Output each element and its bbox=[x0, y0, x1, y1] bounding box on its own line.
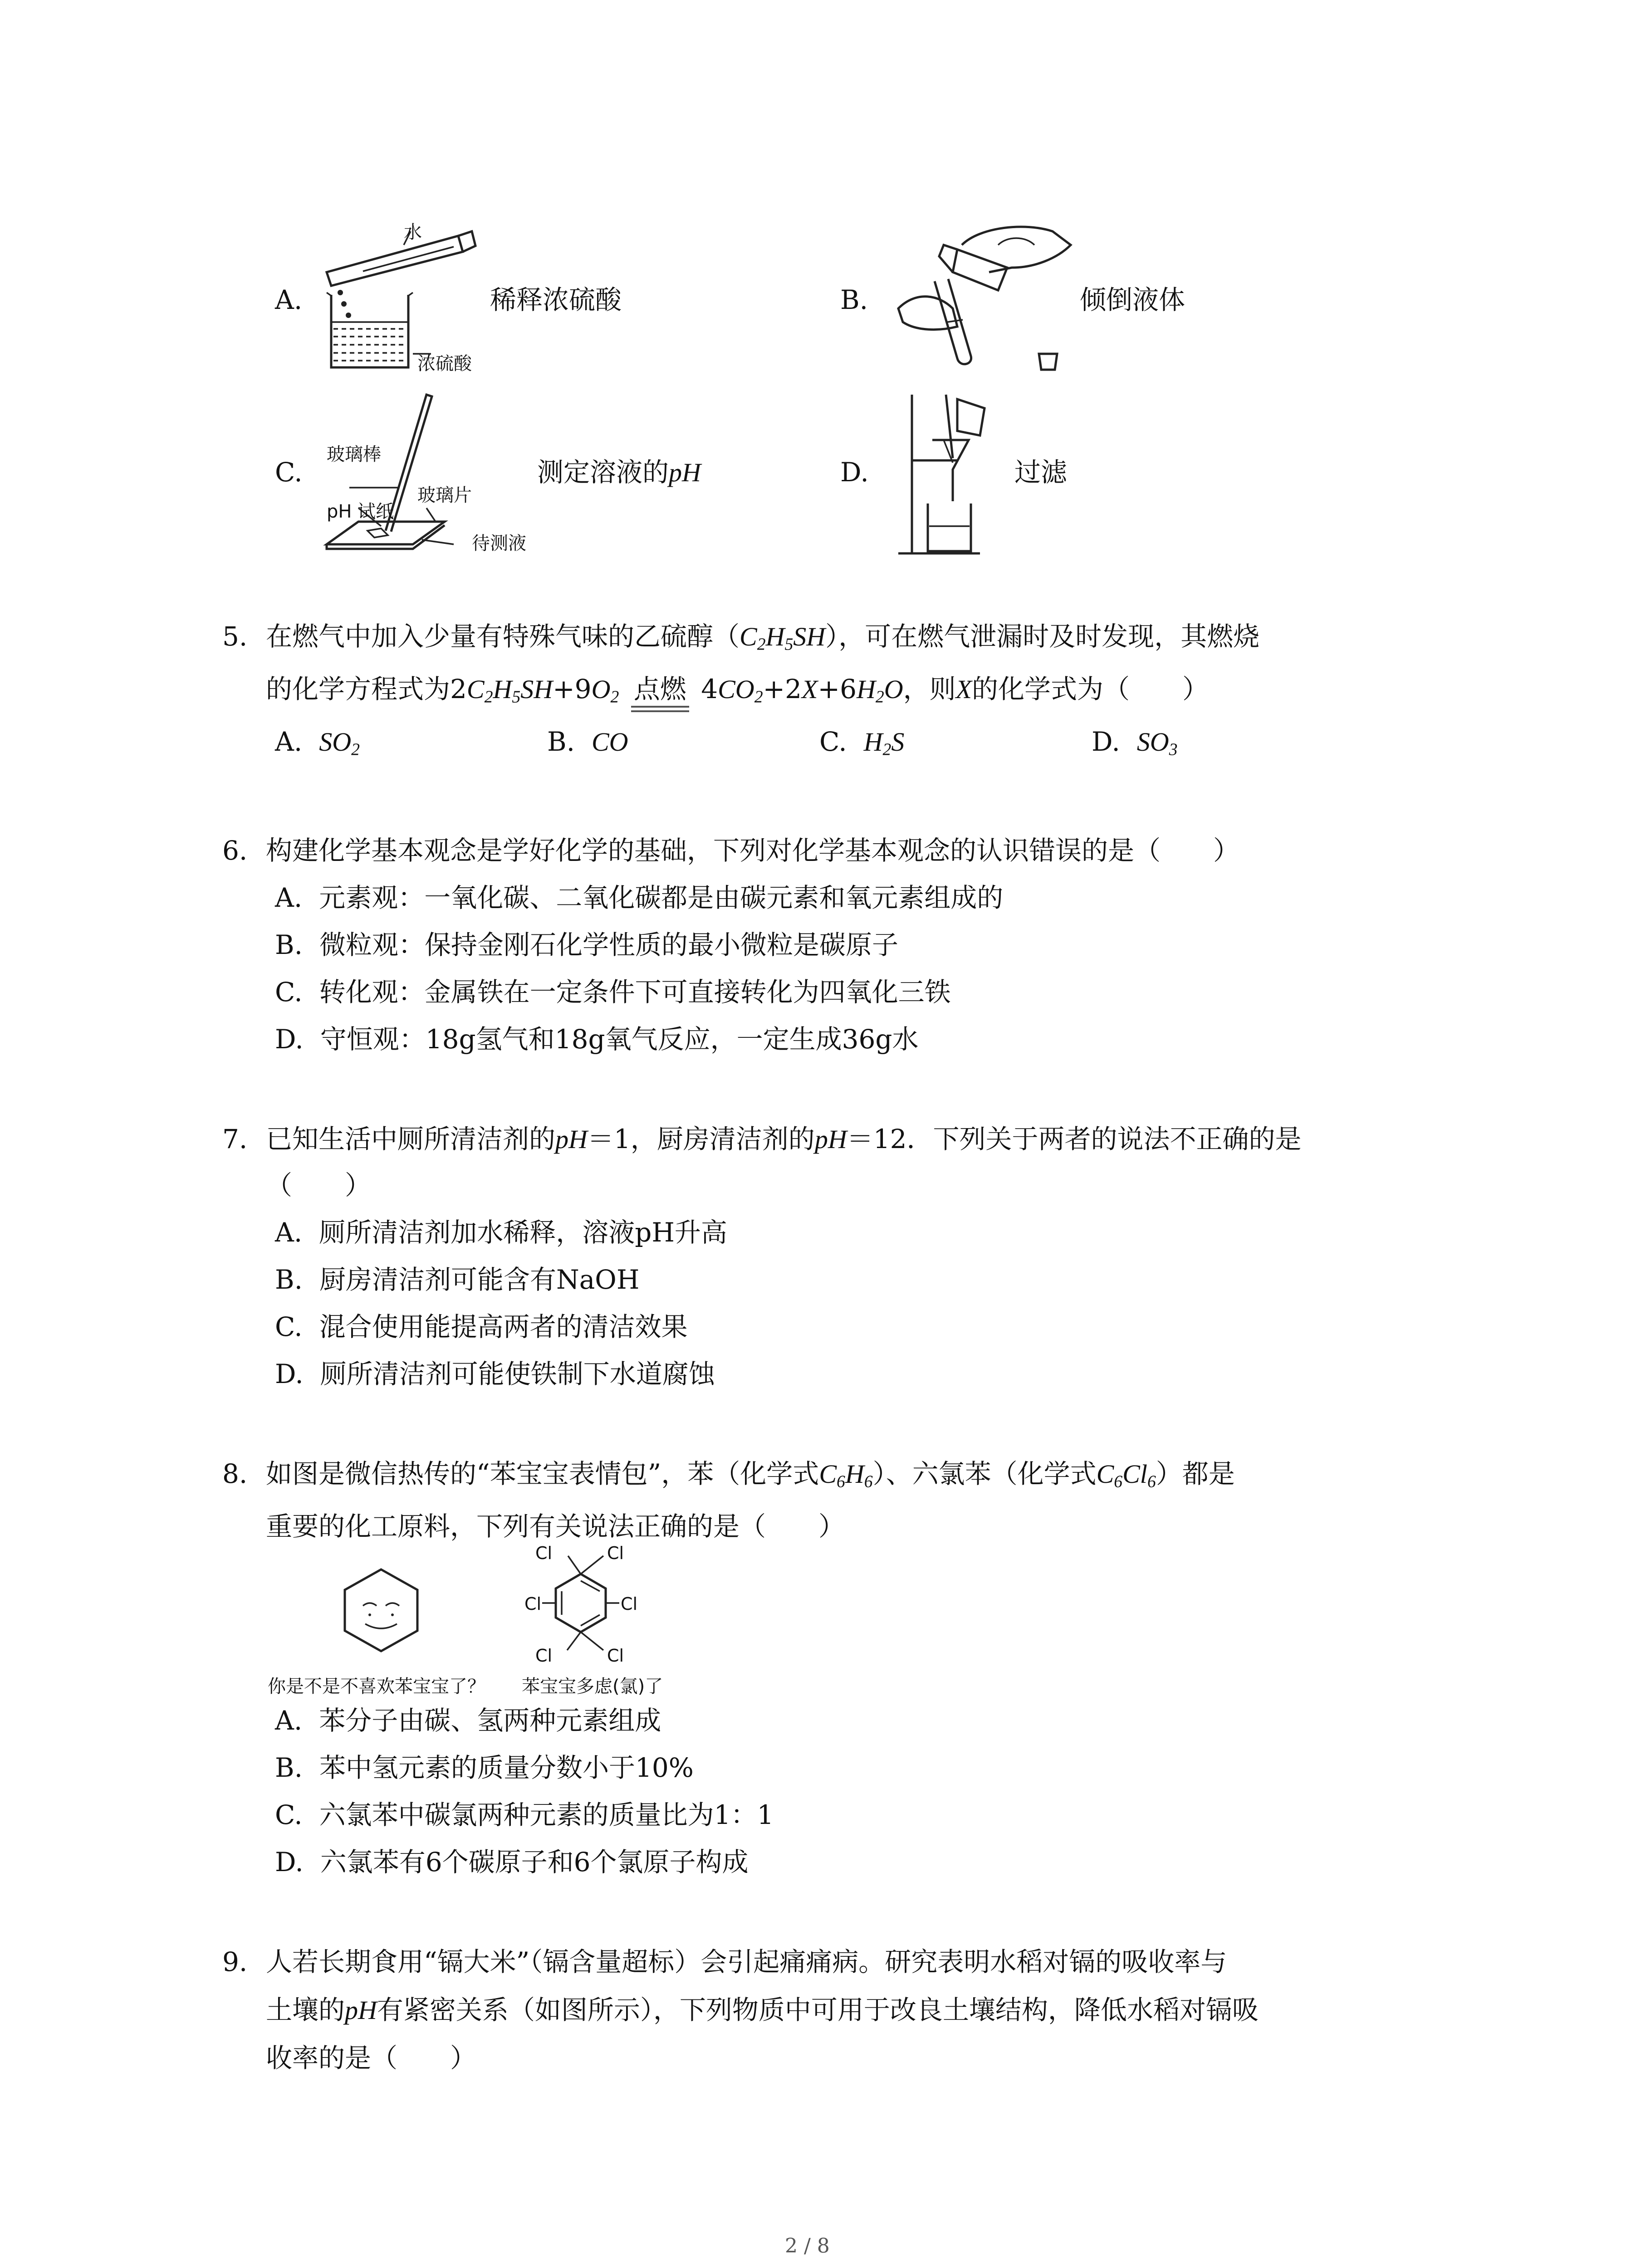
question-stem-line: （ ） bbox=[266, 1170, 372, 1201]
label-glass-plate: 玻璃片 bbox=[417, 485, 472, 506]
cl-label: Cl bbox=[535, 1646, 553, 1666]
question-stem-line: 的化学方程式为$2C_2H_5SH+9O_2$ 点燃 $4CO_2+2X+6H_2O$，则X的化学式为（ ） bbox=[266, 676, 1209, 706]
option-d: D. 厕所清洁剂可能使铁制下水道腐蚀 bbox=[275, 1359, 715, 1389]
question-number: 8. bbox=[222, 1458, 248, 1489]
question-number: 6. bbox=[222, 835, 248, 866]
page-number: 2 / 8 bbox=[785, 2234, 830, 2258]
pouring-liquid-illustration bbox=[889, 218, 1080, 386]
image-caption-right: 苯宝宝多虑(氯)了 bbox=[522, 1676, 663, 1697]
option-c: C. 混合使用能提高两者的清洁效果 bbox=[275, 1311, 688, 1342]
question-number: 5. bbox=[222, 621, 248, 652]
question-stem-line: 已知生活中厕所清洁剂的pH＝1，厨房清洁剂的pH＝12．下列关于两者的说法不正确的是 bbox=[266, 1124, 1302, 1154]
label-test-solution: 待测液 bbox=[472, 533, 526, 554]
question-stem-line: 重要的化工原料，下列有关说法正确的是（ ） bbox=[266, 1511, 845, 1542]
option-a: A. $SO_2$ bbox=[275, 726, 360, 759]
option-caption: 测定溶液的pH bbox=[537, 457, 701, 488]
filtration-illustration bbox=[889, 390, 989, 558]
cl-label: Cl bbox=[535, 1543, 553, 1563]
cl-label: Cl bbox=[621, 1594, 638, 1614]
option-d: D. $SO_3$ bbox=[1092, 726, 1178, 759]
image-caption-left: 你是不是不喜欢苯宝宝了？ bbox=[268, 1676, 485, 1697]
question-stem-line: 收率的是（ ） bbox=[266, 2043, 477, 2073]
cl-label: Cl bbox=[607, 1543, 624, 1563]
option-a: A. 元素观：一氧化碳、二氧化碳都是由碳元素和氧元素组成的 bbox=[275, 882, 1004, 913]
question-stem-line: 如图是微信热传的“苯宝宝表情包”，苯（化学式$C_6H_6$）、六氯苯（化学式$C_6Cl_6$）都是 bbox=[266, 1458, 1235, 1491]
option-b: B. 微粒观：保持金刚石化学性质的最小微粒是碳原子 bbox=[275, 929, 898, 960]
option-d: D. 六氯苯有6个碳原子和6个氯原子构成 bbox=[275, 1847, 749, 1877]
option-letter: C. bbox=[275, 457, 303, 488]
option-a: A. 厕所清洁剂加水稀释，溶液pH升高 bbox=[275, 1217, 727, 1248]
option-caption: 倾倒液体 bbox=[1080, 284, 1185, 315]
option-caption: 过滤 bbox=[1014, 457, 1068, 488]
option-a: A. 苯分子由碳、氢两种元素组成 bbox=[275, 1705, 661, 1736]
question-number: 7. bbox=[222, 1124, 248, 1154]
option-b: B. CO bbox=[547, 726, 628, 757]
option-letter: A. bbox=[275, 284, 303, 315]
benzene-emoji-illustration bbox=[336, 1565, 426, 1656]
label-conc-acid: 浓硫酸 bbox=[417, 353, 472, 374]
cl-label: Cl bbox=[524, 1594, 542, 1614]
question-stem-line: 人若长期食用“镉大米”（镉含量超标）会引起痛痛病。研究表明水稻对镉的吸收率与 bbox=[266, 1946, 1227, 1977]
question-stem-line: 土壤的pH有紧密关系（如图所示），下列物质中可用于改良土壤结构，降低水稻对镉吸 bbox=[266, 1994, 1259, 2025]
label-glass-rod: 玻璃棒 bbox=[327, 444, 381, 465]
question-number: 9. bbox=[222, 1946, 248, 1977]
option-d: D. 守恒观：18g氢气和18g氧气反应，一定生成36g水 bbox=[275, 1024, 919, 1055]
label-water: 水 bbox=[404, 222, 422, 243]
option-c: C. $H_2S$ bbox=[819, 726, 905, 759]
option-letter: D. bbox=[840, 457, 869, 488]
option-caption: 稀释浓硫酸 bbox=[490, 284, 622, 315]
option-b: B. 苯中氢元素的质量分数小于10% bbox=[275, 1752, 694, 1783]
label-ph-paper: pH 试纸 bbox=[327, 501, 394, 522]
option-c: C. 六氯苯中碳氯两种元素的质量比为1：1 bbox=[275, 1799, 774, 1830]
reaction-condition: 点燃 bbox=[627, 676, 693, 702]
option-letter: B. bbox=[840, 284, 868, 315]
question-stem: 构建化学基本观念是学好化学的基础，下列对化学基本观念的认识错误的是（ ） bbox=[266, 835, 1240, 866]
cl-label: Cl bbox=[607, 1646, 624, 1666]
question-stem-line: 在燃气中加入少量有特殊气味的乙硫醇$(C_2H_5SH)$，可在燃气泄漏时及时发现，其燃烧 bbox=[266, 621, 1260, 654]
option-c: C. 转化观：金属铁在一定条件下可直接转化为四氧化三铁 bbox=[275, 977, 951, 1007]
option-b: B. 厨房清洁剂可能含有NaOH bbox=[275, 1264, 640, 1295]
